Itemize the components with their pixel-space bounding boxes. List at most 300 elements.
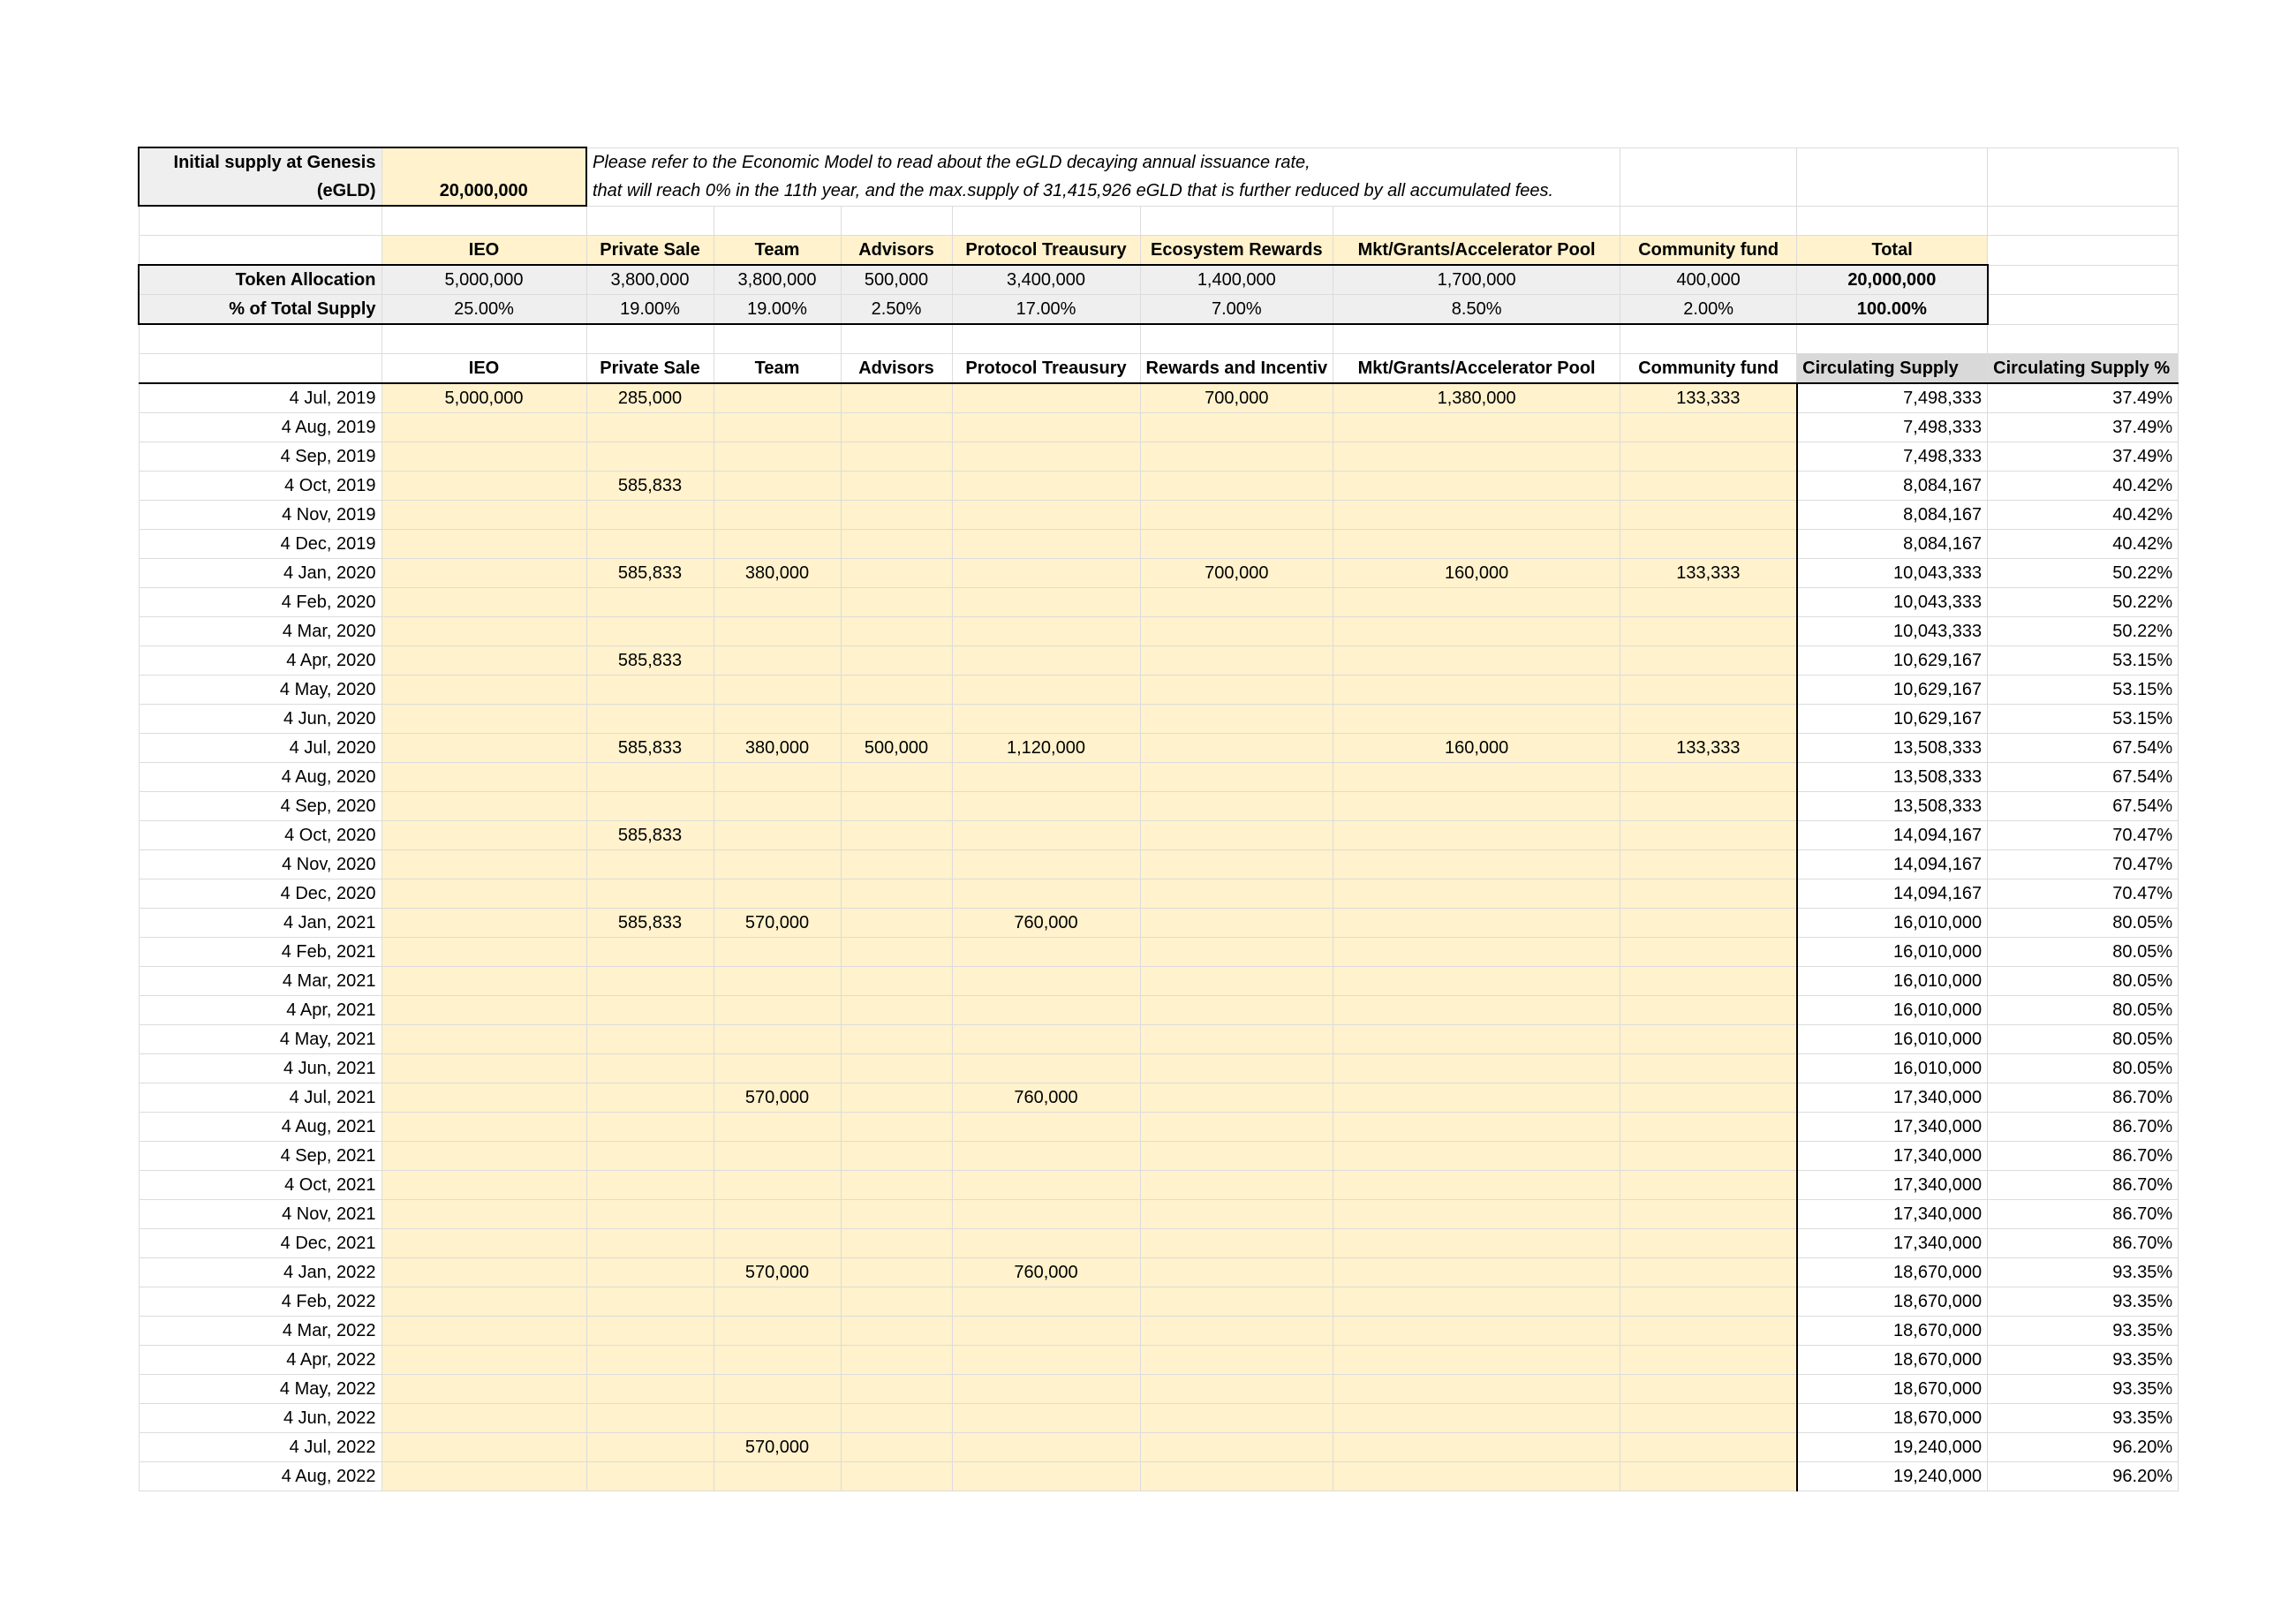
- schedule-rewards-incentives-cell[interactable]: [1140, 792, 1333, 821]
- empty-cell[interactable]: [714, 324, 841, 354]
- schedule-date-cell[interactable]: 4 May, 2022: [139, 1375, 381, 1404]
- schedule-circulating-supply-cell[interactable]: 17,340,000: [1797, 1200, 1988, 1229]
- schedule-mkt-grants-cell[interactable]: [1333, 879, 1620, 909]
- schedule-circulating-supply-cell[interactable]: 17,340,000: [1797, 1229, 1988, 1258]
- schedule-circulating-supply-cell[interactable]: 10,629,167: [1797, 676, 1988, 705]
- schedule-community-fund-cell[interactable]: [1620, 763, 1797, 792]
- schedule-private-sale-cell[interactable]: [586, 1462, 714, 1491]
- schedule-circulating-pct-cell[interactable]: 50.22%: [1988, 588, 2179, 617]
- schedule-community-fund-cell[interactable]: [1620, 1200, 1797, 1229]
- schedule-date-cell[interactable]: 4 Oct, 2021: [139, 1171, 381, 1200]
- schedule-circulating-supply-cell[interactable]: 18,670,000: [1797, 1258, 1988, 1287]
- schedule-protocol-treasury-cell[interactable]: [952, 1317, 1140, 1346]
- schedule-private-sale-cell[interactable]: [586, 1404, 714, 1433]
- schedule-advisors-cell[interactable]: [841, 909, 952, 938]
- empty-cell[interactable]: [1988, 295, 2179, 325]
- schedule-circulating-supply-cell[interactable]: 7,498,333: [1797, 383, 1988, 413]
- schedule-circulating-supply-cell[interactable]: 10,043,333: [1797, 617, 1988, 646]
- schedule-protocol-treasury-cell[interactable]: 760,000: [952, 1258, 1140, 1287]
- schedule-protocol-treasury-cell[interactable]: [952, 1200, 1140, 1229]
- schedule-advisors-cell[interactable]: [841, 1200, 952, 1229]
- schedule-date-cell[interactable]: 4 Jan, 2020: [139, 559, 381, 588]
- schedule-community-fund-cell[interactable]: [1620, 676, 1797, 705]
- schedule-advisors-cell[interactable]: [841, 1462, 952, 1491]
- schedule-mkt-grants-cell[interactable]: [1333, 442, 1620, 472]
- schedule-circulating-pct-cell[interactable]: 67.54%: [1988, 763, 2179, 792]
- schedule-ieo-cell[interactable]: [381, 1142, 586, 1171]
- schedule-community-fund-cell[interactable]: 133,333: [1620, 734, 1797, 763]
- schedule-ieo-cell[interactable]: [381, 559, 586, 588]
- schedule-circulating-supply-cell[interactable]: 10,043,333: [1797, 559, 1988, 588]
- token-allocation-protocol-treasury[interactable]: 3,400,000: [952, 265, 1140, 295]
- schedule-ieo-cell[interactable]: [381, 1404, 586, 1433]
- schedule-protocol-treasury-cell[interactable]: [952, 996, 1140, 1025]
- schedule-protocol-treasury-cell[interactable]: [952, 676, 1140, 705]
- schedule-circulating-pct-cell[interactable]: 67.54%: [1988, 792, 2179, 821]
- schedule-mkt-grants-cell[interactable]: [1333, 1317, 1620, 1346]
- empty-cell[interactable]: [139, 324, 381, 354]
- schedule-advisors-cell[interactable]: [841, 792, 952, 821]
- schedule-date-cell[interactable]: 4 Nov, 2019: [139, 501, 381, 530]
- schedule-advisors-cell[interactable]: [841, 1025, 952, 1054]
- schedule-community-fund-cell[interactable]: [1620, 1317, 1797, 1346]
- schedule-circulating-supply-cell[interactable]: 18,670,000: [1797, 1346, 1988, 1375]
- schedule-advisors-cell[interactable]: [841, 1375, 952, 1404]
- schedule-team-cell[interactable]: [714, 938, 841, 967]
- schedule-circulating-pct-cell[interactable]: 86.70%: [1988, 1083, 2179, 1113]
- schedule-team-cell[interactable]: 570,000: [714, 1433, 841, 1462]
- schedule-date-cell[interactable]: 4 Dec, 2019: [139, 530, 381, 559]
- schedule-community-fund-cell[interactable]: [1620, 1433, 1797, 1462]
- schedule-advisors-cell[interactable]: [841, 938, 952, 967]
- schedule-protocol-treasury-cell[interactable]: [952, 501, 1140, 530]
- schedule-advisors-cell[interactable]: [841, 1113, 952, 1142]
- schedule-circulating-pct-cell[interactable]: 70.47%: [1988, 821, 2179, 850]
- schedule-community-fund-cell[interactable]: [1620, 1404, 1797, 1433]
- schedule-rewards-incentives-cell[interactable]: [1140, 1317, 1333, 1346]
- schedule-protocol-treasury-cell[interactable]: [952, 1462, 1140, 1491]
- schedule-date-cell[interactable]: 4 Aug, 2020: [139, 763, 381, 792]
- schedule-date-cell[interactable]: 4 Sep, 2021: [139, 1142, 381, 1171]
- schedule-mkt-grants-cell[interactable]: [1333, 588, 1620, 617]
- pct-supply-mkt-grants[interactable]: 8.50%: [1333, 295, 1620, 325]
- schedule-rewards-incentives-cell[interactable]: [1140, 1229, 1333, 1258]
- schedule-team-cell[interactable]: [714, 1287, 841, 1317]
- schedule-date-cell[interactable]: 4 Jul, 2022: [139, 1433, 381, 1462]
- schedule-circulating-pct-cell[interactable]: 86.70%: [1988, 1142, 2179, 1171]
- sched-header-mkt-grants[interactable]: Mkt/Grants/Accelerator Pool: [1333, 354, 1620, 384]
- genesis-value-cell[interactable]: 20,000,000: [381, 147, 586, 206]
- genesis-label-cell[interactable]: [139, 147, 381, 206]
- schedule-advisors-cell[interactable]: [841, 1346, 952, 1375]
- schedule-advisors-cell[interactable]: [841, 1287, 952, 1317]
- empty-cell[interactable]: [1333, 206, 1620, 236]
- schedule-team-cell[interactable]: [714, 383, 841, 413]
- schedule-circulating-supply-cell[interactable]: 13,508,333: [1797, 763, 1988, 792]
- empty-cell[interactable]: [1988, 265, 2179, 295]
- schedule-mkt-grants-cell[interactable]: [1333, 1171, 1620, 1200]
- schedule-community-fund-cell[interactable]: [1620, 850, 1797, 879]
- schedule-advisors-cell[interactable]: [841, 1083, 952, 1113]
- empty-cell[interactable]: [139, 236, 381, 266]
- schedule-advisors-cell[interactable]: [841, 676, 952, 705]
- schedule-date-cell[interactable]: 4 Jul, 2021: [139, 1083, 381, 1113]
- schedule-team-cell[interactable]: 570,000: [714, 909, 841, 938]
- schedule-date-cell[interactable]: 4 Aug, 2021: [139, 1113, 381, 1142]
- schedule-community-fund-cell[interactable]: [1620, 472, 1797, 501]
- schedule-date-cell[interactable]: 4 Apr, 2022: [139, 1346, 381, 1375]
- schedule-ieo-cell[interactable]: [381, 996, 586, 1025]
- schedule-advisors-cell[interactable]: [841, 850, 952, 879]
- schedule-date-cell[interactable]: 4 Sep, 2019: [139, 442, 381, 472]
- schedule-team-cell[interactable]: [714, 996, 841, 1025]
- schedule-team-cell[interactable]: [714, 1171, 841, 1200]
- empty-cell[interactable]: [1988, 324, 2179, 354]
- empty-cell[interactable]: [1988, 147, 2179, 206]
- pct-supply-private-sale[interactable]: 19.00%: [586, 295, 714, 325]
- schedule-circulating-supply-cell[interactable]: 17,340,000: [1797, 1113, 1988, 1142]
- schedule-community-fund-cell[interactable]: [1620, 909, 1797, 938]
- schedule-ieo-cell[interactable]: [381, 1462, 586, 1491]
- schedule-mkt-grants-cell[interactable]: [1333, 705, 1620, 734]
- schedule-team-cell[interactable]: [714, 1229, 841, 1258]
- empty-cell[interactable]: [1620, 324, 1797, 354]
- schedule-circulating-pct-cell[interactable]: 80.05%: [1988, 938, 2179, 967]
- schedule-private-sale-cell[interactable]: [586, 1317, 714, 1346]
- schedule-private-sale-cell[interactable]: [586, 588, 714, 617]
- schedule-rewards-incentives-cell[interactable]: [1140, 705, 1333, 734]
- schedule-mkt-grants-cell[interactable]: [1333, 996, 1620, 1025]
- schedule-mkt-grants-cell[interactable]: [1333, 676, 1620, 705]
- schedule-ieo-cell[interactable]: [381, 588, 586, 617]
- schedule-circulating-pct-cell[interactable]: 93.35%: [1988, 1404, 2179, 1433]
- schedule-rewards-incentives-cell[interactable]: [1140, 938, 1333, 967]
- schedule-protocol-treasury-cell[interactable]: [952, 646, 1140, 676]
- schedule-ieo-cell[interactable]: [381, 821, 586, 850]
- schedule-circulating-pct-cell[interactable]: 40.42%: [1988, 530, 2179, 559]
- schedule-mkt-grants-cell[interactable]: [1333, 792, 1620, 821]
- schedule-rewards-incentives-cell[interactable]: [1140, 996, 1333, 1025]
- schedule-community-fund-cell[interactable]: [1620, 996, 1797, 1025]
- schedule-rewards-incentives-cell[interactable]: [1140, 1113, 1333, 1142]
- schedule-date-cell[interactable]: 4 Dec, 2021: [139, 1229, 381, 1258]
- schedule-community-fund-cell[interactable]: [1620, 1229, 1797, 1258]
- token-allocation-ecosystem-rewards[interactable]: 1,400,000: [1140, 265, 1333, 295]
- schedule-rewards-incentives-cell[interactable]: [1140, 1171, 1333, 1200]
- schedule-rewards-incentives-cell[interactable]: [1140, 442, 1333, 472]
- schedule-mkt-grants-cell[interactable]: [1333, 909, 1620, 938]
- sched-header-ieo[interactable]: IEO: [381, 354, 586, 384]
- alloc-header-ieo[interactable]: IEO: [381, 236, 586, 266]
- schedule-advisors-cell[interactable]: [841, 1171, 952, 1200]
- schedule-community-fund-cell[interactable]: [1620, 1258, 1797, 1287]
- schedule-mkt-grants-cell[interactable]: [1333, 617, 1620, 646]
- schedule-circulating-pct-cell[interactable]: 40.42%: [1988, 472, 2179, 501]
- schedule-rewards-incentives-cell[interactable]: [1140, 1142, 1333, 1171]
- schedule-rewards-incentives-cell[interactable]: [1140, 1346, 1333, 1375]
- schedule-circulating-supply-cell[interactable]: 17,340,000: [1797, 1142, 1988, 1171]
- schedule-rewards-incentives-cell[interactable]: [1140, 1433, 1333, 1462]
- schedule-circulating-supply-cell[interactable]: 16,010,000: [1797, 909, 1988, 938]
- schedule-ieo-cell[interactable]: [381, 501, 586, 530]
- schedule-community-fund-cell[interactable]: [1620, 1142, 1797, 1171]
- schedule-circulating-supply-cell[interactable]: 14,094,167: [1797, 850, 1988, 879]
- schedule-circulating-pct-cell[interactable]: 93.35%: [1988, 1317, 2179, 1346]
- schedule-private-sale-cell[interactable]: [586, 1113, 714, 1142]
- schedule-mkt-grants-cell[interactable]: [1333, 1346, 1620, 1375]
- schedule-date-cell[interactable]: 4 Feb, 2022: [139, 1287, 381, 1317]
- schedule-circulating-pct-cell[interactable]: 40.42%: [1988, 501, 2179, 530]
- schedule-circulating-supply-cell[interactable]: 8,084,167: [1797, 472, 1988, 501]
- schedule-advisors-cell[interactable]: [841, 472, 952, 501]
- schedule-circulating-pct-cell[interactable]: 93.35%: [1988, 1346, 2179, 1375]
- schedule-community-fund-cell[interactable]: [1620, 1054, 1797, 1083]
- schedule-protocol-treasury-cell[interactable]: [952, 938, 1140, 967]
- schedule-rewards-incentives-cell[interactable]: [1140, 646, 1333, 676]
- schedule-protocol-treasury-cell[interactable]: [952, 588, 1140, 617]
- schedule-team-cell[interactable]: [714, 1200, 841, 1229]
- schedule-circulating-supply-cell[interactable]: 10,629,167: [1797, 646, 1988, 676]
- schedule-circulating-supply-cell[interactable]: 14,094,167: [1797, 879, 1988, 909]
- empty-cell[interactable]: [1333, 324, 1620, 354]
- schedule-ieo-cell[interactable]: [381, 1083, 586, 1113]
- schedule-date-cell[interactable]: 4 Mar, 2021: [139, 967, 381, 996]
- schedule-private-sale-cell[interactable]: [586, 1142, 714, 1171]
- schedule-protocol-treasury-cell[interactable]: [952, 792, 1140, 821]
- empty-cell[interactable]: [952, 206, 1140, 236]
- schedule-date-cell[interactable]: 4 Apr, 2020: [139, 646, 381, 676]
- schedule-circulating-supply-cell[interactable]: 19,240,000: [1797, 1462, 1988, 1491]
- schedule-circulating-supply-cell[interactable]: 18,670,000: [1797, 1404, 1988, 1433]
- schedule-mkt-grants-cell[interactable]: [1333, 1433, 1620, 1462]
- sched-header-private-sale[interactable]: Private Sale: [586, 354, 714, 384]
- schedule-protocol-treasury-cell[interactable]: [952, 1025, 1140, 1054]
- schedule-rewards-incentives-cell[interactable]: [1140, 821, 1333, 850]
- schedule-mkt-grants-cell[interactable]: [1333, 1375, 1620, 1404]
- schedule-private-sale-cell[interactable]: [586, 1025, 714, 1054]
- sched-header-circulating-supply[interactable]: Circulating Supply: [1797, 354, 1988, 384]
- schedule-advisors-cell[interactable]: [841, 1229, 952, 1258]
- schedule-community-fund-cell[interactable]: [1620, 1171, 1797, 1200]
- schedule-ieo-cell[interactable]: [381, 1346, 586, 1375]
- schedule-advisors-cell[interactable]: 500,000: [841, 734, 952, 763]
- schedule-ieo-cell[interactable]: [381, 792, 586, 821]
- schedule-protocol-treasury-cell[interactable]: [952, 1054, 1140, 1083]
- schedule-circulating-pct-cell[interactable]: 86.70%: [1988, 1113, 2179, 1142]
- schedule-circulating-supply-cell[interactable]: 7,498,333: [1797, 413, 1988, 442]
- schedule-advisors-cell[interactable]: [841, 383, 952, 413]
- schedule-ieo-cell[interactable]: [381, 705, 586, 734]
- schedule-circulating-supply-cell[interactable]: 19,240,000: [1797, 1433, 1988, 1462]
- empty-cell[interactable]: [952, 324, 1140, 354]
- schedule-circulating-pct-cell[interactable]: 37.49%: [1988, 413, 2179, 442]
- schedule-team-cell[interactable]: [714, 1375, 841, 1404]
- schedule-private-sale-cell[interactable]: 585,833: [586, 734, 714, 763]
- schedule-mkt-grants-cell[interactable]: [1333, 763, 1620, 792]
- schedule-community-fund-cell[interactable]: 133,333: [1620, 559, 1797, 588]
- schedule-protocol-treasury-cell[interactable]: [952, 472, 1140, 501]
- schedule-date-cell[interactable]: 4 May, 2020: [139, 676, 381, 705]
- schedule-protocol-treasury-cell[interactable]: [952, 1113, 1140, 1142]
- schedule-circulating-pct-cell[interactable]: 37.49%: [1988, 442, 2179, 472]
- schedule-date-cell[interactable]: 4 Jan, 2021: [139, 909, 381, 938]
- schedule-community-fund-cell[interactable]: [1620, 1375, 1797, 1404]
- schedule-circulating-supply-cell[interactable]: 16,010,000: [1797, 996, 1988, 1025]
- schedule-mkt-grants-cell[interactable]: [1333, 413, 1620, 442]
- schedule-advisors-cell[interactable]: [841, 1142, 952, 1171]
- schedule-rewards-incentives-cell[interactable]: [1140, 967, 1333, 996]
- schedule-private-sale-cell[interactable]: [586, 1346, 714, 1375]
- schedule-circulating-supply-cell[interactable]: 16,010,000: [1797, 967, 1988, 996]
- empty-cell[interactable]: [1140, 324, 1333, 354]
- schedule-rewards-incentives-cell[interactable]: [1140, 413, 1333, 442]
- schedule-team-cell[interactable]: [714, 617, 841, 646]
- schedule-date-cell[interactable]: 4 Mar, 2020: [139, 617, 381, 646]
- schedule-community-fund-cell[interactable]: [1620, 1462, 1797, 1491]
- schedule-mkt-grants-cell[interactable]: 1,380,000: [1333, 383, 1620, 413]
- schedule-rewards-incentives-cell[interactable]: [1140, 1462, 1333, 1491]
- pct-supply-community-fund[interactable]: 2.00%: [1620, 295, 1797, 325]
- empty-cell[interactable]: [841, 206, 952, 236]
- schedule-rewards-incentives-cell[interactable]: [1140, 1200, 1333, 1229]
- schedule-team-cell[interactable]: [714, 763, 841, 792]
- alloc-header-private-sale[interactable]: Private Sale: [586, 236, 714, 266]
- schedule-date-cell[interactable]: 4 Nov, 2021: [139, 1200, 381, 1229]
- alloc-header-mkt-grants[interactable]: Mkt/Grants/Accelerator Pool: [1333, 236, 1620, 266]
- schedule-protocol-treasury-cell[interactable]: [952, 413, 1140, 442]
- schedule-mkt-grants-cell[interactable]: [1333, 1404, 1620, 1433]
- schedule-private-sale-cell[interactable]: [586, 1171, 714, 1200]
- schedule-circulating-supply-cell[interactable]: 13,508,333: [1797, 792, 1988, 821]
- schedule-private-sale-cell[interactable]: [586, 850, 714, 879]
- empty-cell[interactable]: [841, 324, 952, 354]
- schedule-circulating-supply-cell[interactable]: 16,010,000: [1797, 1025, 1988, 1054]
- schedule-team-cell[interactable]: [714, 792, 841, 821]
- empty-cell[interactable]: [1797, 147, 1988, 206]
- schedule-private-sale-cell[interactable]: [586, 1375, 714, 1404]
- schedule-ieo-cell[interactable]: [381, 1025, 586, 1054]
- schedule-community-fund-cell[interactable]: [1620, 413, 1797, 442]
- schedule-ieo-cell[interactable]: [381, 850, 586, 879]
- schedule-date-cell[interactable]: 4 Jun, 2020: [139, 705, 381, 734]
- schedule-advisors-cell[interactable]: [841, 588, 952, 617]
- schedule-protocol-treasury-cell[interactable]: [952, 821, 1140, 850]
- schedule-private-sale-cell[interactable]: [586, 501, 714, 530]
- schedule-ieo-cell[interactable]: [381, 442, 586, 472]
- schedule-rewards-incentives-cell[interactable]: [1140, 1083, 1333, 1113]
- schedule-advisors-cell[interactable]: [841, 1258, 952, 1287]
- schedule-protocol-treasury-cell[interactable]: [952, 1404, 1140, 1433]
- schedule-protocol-treasury-cell[interactable]: [952, 967, 1140, 996]
- schedule-date-cell[interactable]: 4 Apr, 2021: [139, 996, 381, 1025]
- schedule-community-fund-cell[interactable]: [1620, 1287, 1797, 1317]
- schedule-ieo-cell[interactable]: 5,000,000: [381, 383, 586, 413]
- empty-cell[interactable]: [1140, 206, 1333, 236]
- token-allocation-mkt-grants[interactable]: 1,700,000: [1333, 265, 1620, 295]
- schedule-rewards-incentives-cell[interactable]: [1140, 472, 1333, 501]
- schedule-circulating-supply-cell[interactable]: 8,084,167: [1797, 501, 1988, 530]
- schedule-team-cell[interactable]: [714, 676, 841, 705]
- schedule-community-fund-cell[interactable]: [1620, 646, 1797, 676]
- schedule-community-fund-cell[interactable]: [1620, 1113, 1797, 1142]
- genesis-note-cell[interactable]: [586, 147, 1620, 206]
- schedule-advisors-cell[interactable]: [841, 501, 952, 530]
- schedule-protocol-treasury-cell[interactable]: [952, 1229, 1140, 1258]
- schedule-community-fund-cell[interactable]: [1620, 879, 1797, 909]
- schedule-private-sale-cell[interactable]: 585,833: [586, 909, 714, 938]
- schedule-rewards-incentives-cell[interactable]: [1140, 588, 1333, 617]
- schedule-advisors-cell[interactable]: [841, 530, 952, 559]
- schedule-mkt-grants-cell[interactable]: [1333, 530, 1620, 559]
- sched-header-protocol-treasury[interactable]: Protocol Treausury: [952, 354, 1140, 384]
- schedule-date-cell[interactable]: 4 Nov, 2020: [139, 850, 381, 879]
- schedule-advisors-cell[interactable]: [841, 413, 952, 442]
- schedule-protocol-treasury-cell[interactable]: [952, 1142, 1140, 1171]
- empty-cell[interactable]: [586, 206, 714, 236]
- schedule-community-fund-cell[interactable]: [1620, 792, 1797, 821]
- alloc-header-total[interactable]: Total: [1797, 236, 1988, 266]
- schedule-private-sale-cell[interactable]: 585,833: [586, 646, 714, 676]
- schedule-circulating-pct-cell[interactable]: 53.15%: [1988, 676, 2179, 705]
- schedule-protocol-treasury-cell[interactable]: [952, 1433, 1140, 1462]
- schedule-private-sale-cell[interactable]: 585,833: [586, 559, 714, 588]
- schedule-date-cell[interactable]: 4 Jan, 2022: [139, 1258, 381, 1287]
- schedule-rewards-incentives-cell[interactable]: [1140, 501, 1333, 530]
- schedule-circulating-supply-cell[interactable]: 10,043,333: [1797, 588, 1988, 617]
- schedule-advisors-cell[interactable]: [841, 617, 952, 646]
- schedule-ieo-cell[interactable]: [381, 734, 586, 763]
- schedule-circulating-supply-cell[interactable]: 8,084,167: [1797, 530, 1988, 559]
- token-allocation-advisors[interactable]: 500,000: [841, 265, 952, 295]
- empty-cell[interactable]: [1988, 236, 2179, 266]
- empty-cell[interactable]: [139, 206, 381, 236]
- schedule-date-cell[interactable]: 4 Jul, 2020: [139, 734, 381, 763]
- empty-cell[interactable]: [1620, 147, 1797, 206]
- schedule-ieo-cell[interactable]: [381, 967, 586, 996]
- empty-cell[interactable]: [139, 354, 381, 384]
- schedule-ieo-cell[interactable]: [381, 617, 586, 646]
- schedule-ieo-cell[interactable]: [381, 1287, 586, 1317]
- schedule-rewards-incentives-cell[interactable]: [1140, 909, 1333, 938]
- schedule-rewards-incentives-cell[interactable]: 700,000: [1140, 383, 1333, 413]
- schedule-rewards-incentives-cell[interactable]: [1140, 850, 1333, 879]
- schedule-rewards-incentives-cell[interactable]: [1140, 879, 1333, 909]
- schedule-date-cell[interactable]: 4 Sep, 2020: [139, 792, 381, 821]
- schedule-mkt-grants-cell[interactable]: [1333, 1054, 1620, 1083]
- schedule-team-cell[interactable]: [714, 501, 841, 530]
- sched-header-circulating-supply-pct[interactable]: Circulating Supply %: [1988, 354, 2179, 384]
- schedule-mkt-grants-cell[interactable]: [1333, 1083, 1620, 1113]
- schedule-community-fund-cell[interactable]: 133,333: [1620, 383, 1797, 413]
- empty-cell[interactable]: [1797, 324, 1988, 354]
- schedule-ieo-cell[interactable]: [381, 1113, 586, 1142]
- schedule-mkt-grants-cell[interactable]: [1333, 501, 1620, 530]
- schedule-advisors-cell[interactable]: [841, 1054, 952, 1083]
- schedule-protocol-treasury-cell[interactable]: 760,000: [952, 1083, 1140, 1113]
- schedule-team-cell[interactable]: [714, 442, 841, 472]
- schedule-private-sale-cell[interactable]: [586, 1054, 714, 1083]
- token-allocation-label[interactable]: Token Allocation: [139, 265, 381, 295]
- schedule-ieo-cell[interactable]: [381, 1229, 586, 1258]
- schedule-mkt-grants-cell[interactable]: [1333, 472, 1620, 501]
- schedule-rewards-incentives-cell[interactable]: [1140, 676, 1333, 705]
- schedule-team-cell[interactable]: [714, 530, 841, 559]
- alloc-header-team[interactable]: Team: [714, 236, 841, 266]
- schedule-private-sale-cell[interactable]: [586, 1287, 714, 1317]
- schedule-circulating-pct-cell[interactable]: 80.05%: [1988, 1025, 2179, 1054]
- schedule-ieo-cell[interactable]: [381, 676, 586, 705]
- schedule-circulating-supply-cell[interactable]: 16,010,000: [1797, 938, 1988, 967]
